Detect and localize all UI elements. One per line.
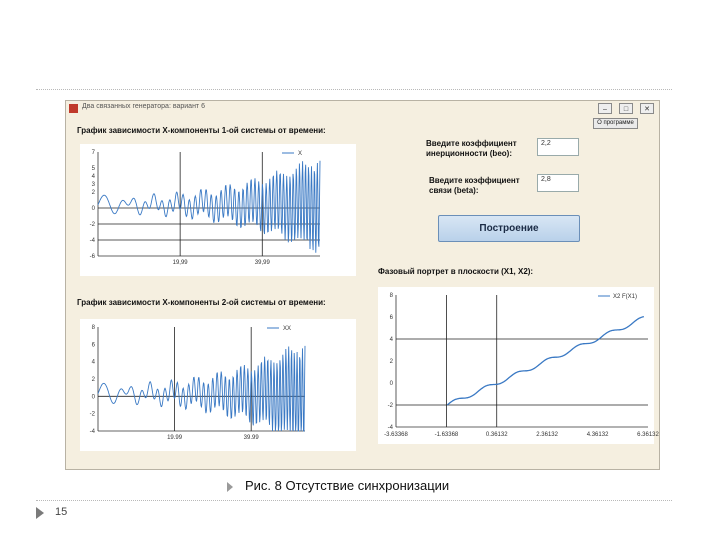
maximize-button[interactable]: □ bbox=[619, 103, 633, 114]
y-tick-label: 3 bbox=[91, 182, 95, 188]
slide-number: 15 bbox=[55, 506, 68, 518]
x-tick-label: 39,99 bbox=[254, 260, 270, 266]
slide-bullet-icon bbox=[36, 507, 44, 519]
x-tick-label: 4.36132 bbox=[586, 432, 609, 438]
beta-input[interactable]: 2,8 bbox=[537, 174, 579, 192]
app-window bbox=[65, 100, 660, 470]
y-tick-label: 6 bbox=[389, 315, 393, 321]
y-tick-label: 0 bbox=[91, 394, 95, 401]
y-tick-label: 2 bbox=[91, 377, 95, 383]
y-tick-label: -2 bbox=[89, 411, 95, 418]
x-tick-label: 39.99 bbox=[243, 435, 259, 441]
chart2-area bbox=[80, 319, 356, 451]
coupling-input[interactable]: 2,2 bbox=[537, 138, 579, 156]
legend-label: XX bbox=[283, 326, 292, 332]
x-tick-label: -1.63368 bbox=[434, 432, 459, 438]
coupling-label: Введите коэффициент инерционности (beo): bbox=[426, 139, 517, 158]
y-tick-label: -2 bbox=[89, 222, 95, 228]
y-tick-label: 2 bbox=[91, 190, 95, 196]
bottom-divider bbox=[36, 500, 672, 501]
chart1-svg bbox=[80, 144, 356, 276]
y-tick-label: 0 bbox=[389, 381, 393, 387]
figure-caption: Рис. 8 Отсутствие синхронизации bbox=[245, 478, 450, 493]
y-tick-label: 7 bbox=[91, 150, 95, 156]
top-divider bbox=[36, 89, 672, 90]
x-tick-label: 2.36132 bbox=[536, 432, 559, 438]
caption-bullet-icon bbox=[227, 482, 233, 492]
y-tick-label: -4 bbox=[89, 429, 95, 435]
y-tick-label: 4 bbox=[389, 337, 393, 343]
series-line bbox=[98, 346, 305, 431]
y-tick-label: 4 bbox=[91, 174, 95, 180]
minimize-button[interactable]: – bbox=[598, 103, 612, 114]
app-icon bbox=[69, 104, 78, 113]
chart2-svg bbox=[80, 319, 356, 451]
title-bar bbox=[66, 101, 659, 117]
y-tick-label: -4 bbox=[387, 425, 393, 431]
x-tick-label: 19,99 bbox=[172, 260, 188, 266]
chart2-title: График зависимости Х-компоненты 2-ой системы от времени: bbox=[77, 298, 326, 307]
x-tick-label: -3.63368 bbox=[384, 432, 408, 438]
y-tick-label: 6 bbox=[91, 342, 95, 349]
x-tick-label: 0.36132 bbox=[485, 432, 508, 438]
legend-label: X bbox=[298, 151, 303, 157]
chart3-area bbox=[378, 287, 659, 444]
y-tick-label: -6 bbox=[89, 254, 95, 260]
y-tick-label: 4 bbox=[91, 359, 95, 366]
series-line bbox=[98, 161, 320, 253]
y-tick-label: -2 bbox=[387, 403, 393, 409]
y-tick-label: 8 bbox=[389, 293, 393, 299]
y-tick-label: 0 bbox=[91, 206, 95, 212]
chart1-area bbox=[80, 144, 356, 276]
beta-label: Введите коэффициент связи (beta): bbox=[429, 176, 520, 195]
chart3-svg bbox=[378, 287, 659, 444]
close-button[interactable]: ✕ bbox=[640, 103, 654, 114]
x-tick-label: 19.99 bbox=[167, 435, 183, 441]
chart1-title: График зависимости Х-компоненты 1-ой системы от времени: bbox=[77, 126, 326, 135]
y-tick-label: 5 bbox=[91, 166, 95, 172]
chart3-title: Фазовый портрет в плоскости (X1, X2): bbox=[378, 267, 534, 276]
y-tick-label: 2 bbox=[389, 359, 393, 365]
x-tick-label: 6.36132 bbox=[637, 432, 659, 438]
legend-label: X2 F(X1) bbox=[613, 294, 638, 300]
y-tick-label: 8 bbox=[91, 325, 95, 331]
window-title: Два связанных генератора: вариант 6 bbox=[82, 103, 205, 110]
build-button[interactable]: Построение bbox=[438, 215, 580, 242]
y-tick-label: -4 bbox=[89, 238, 95, 244]
series-line bbox=[447, 317, 644, 405]
about-button[interactable]: О программе bbox=[593, 118, 638, 129]
